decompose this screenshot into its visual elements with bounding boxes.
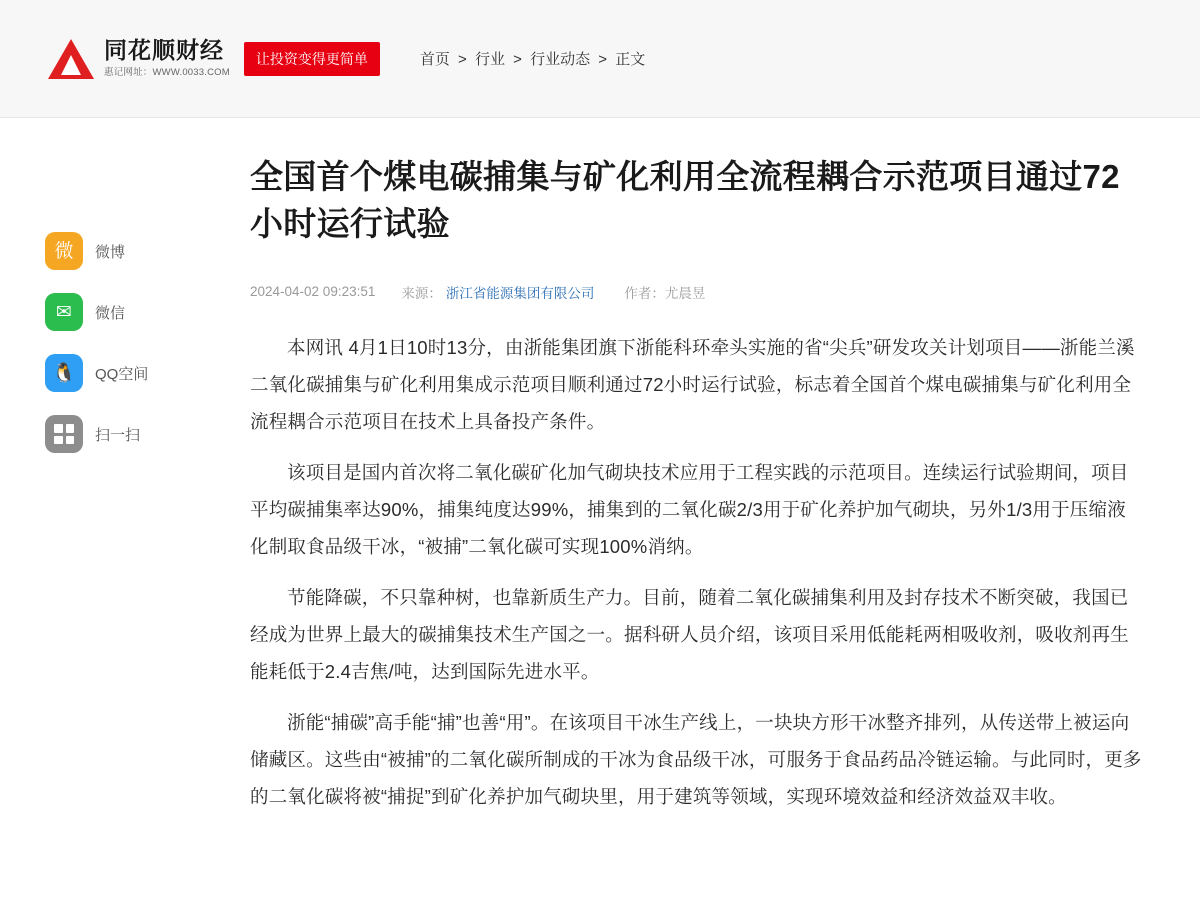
qq-glyph: 🐧 bbox=[52, 362, 76, 384]
breadcrumb-item-home[interactable]: 首页 bbox=[419, 51, 450, 68]
source-link[interactable]: 浙江省能源集团有限公司 bbox=[445, 285, 595, 301]
source-label: 来源： bbox=[401, 285, 442, 301]
share-scan[interactable] bbox=[45, 415, 250, 453]
qq-icon bbox=[45, 354, 83, 392]
qrcode-glyph bbox=[54, 424, 74, 444]
breadcrumb-item-industry-news[interactable]: 行业动态 bbox=[530, 51, 591, 68]
breadcrumb-separator: > bbox=[598, 51, 608, 68]
breadcrumb bbox=[420, 48, 645, 69]
logo-subtitle: 惠记网址：WWW.0033.COM bbox=[104, 67, 230, 79]
site-header bbox=[0, 0, 1200, 118]
weibo-glyph: 微 bbox=[54, 240, 74, 262]
share-sidebar bbox=[0, 154, 250, 829]
wechat-icon bbox=[45, 293, 83, 331]
page-body bbox=[0, 118, 1200, 829]
article-paragraph: 该项目是国内首次将二氧化碳矿化加气砌块技术应用于工程实践的示范项目。连续运行试验期间，项目平均碳捕集率达90%，捕集纯度达99%，捕集到的二氧化碳2/3用于矿化养护加气砌块，另外1/3用于压缩液化制取食品级干冰，“被捕”二氧化碳可实现100%消纳。 bbox=[250, 461, 1129, 557]
wechat-glyph: ✉ bbox=[56, 301, 72, 323]
article bbox=[250, 154, 1170, 829]
publish-date: 2024-04-02 09:23:51 bbox=[250, 284, 376, 300]
share-weibo[interactable] bbox=[45, 232, 250, 270]
author-label: 作者： bbox=[624, 285, 665, 301]
share-weibo-label: 微博 bbox=[95, 243, 126, 261]
author-name: 尤晨昱 bbox=[664, 285, 706, 301]
site-slogan: 让投资变得更简单 bbox=[244, 42, 380, 76]
share-wechat[interactable] bbox=[45, 293, 250, 331]
share-wechat-label: 微信 bbox=[95, 304, 126, 322]
breadcrumb-item-industry[interactable]: 行业 bbox=[474, 51, 505, 68]
article-meta bbox=[250, 282, 1144, 329]
qrcode-icon bbox=[45, 415, 83, 453]
share-scan-label: 扫一扫 bbox=[95, 426, 141, 444]
breadcrumb-item-current: 正文 bbox=[615, 51, 646, 68]
site-logo[interactable] bbox=[48, 37, 230, 81]
article-body bbox=[250, 329, 1144, 815]
breadcrumb-separator: > bbox=[513, 51, 522, 68]
breadcrumb-separator: > bbox=[458, 51, 467, 68]
article-paragraph: 浙能“捕碳”高手能“捕”也善“用”。在该项目干冰生产线上，一块块方形干冰整齐排列，从传送带上被运向储藏区。这些由“被捕”的二氧化碳所制成的干冰为食品级干冰，可服务于食品药品冷链运输。与此同时，更多的二氧化碳将被“捕捉”到矿化养护加气砌块里，用于建筑等领域，实现环境效益和经济效益双丰收。 bbox=[250, 711, 1142, 807]
article-paragraph: 本网讯 4月1日10时13分，由浙能集团旗下浙能科环牵头实施的省“尖兵”研发攻关计划项目——浙能兰溪二氧化碳捕集与矿化利用集成示范项目顺利通过72小时运行试验，标志着全国首个煤电碳捕集与矿化利用全流程耦合示范项目在技术上具备投产条件。 bbox=[250, 336, 1135, 432]
logo-text bbox=[104, 39, 230, 78]
weibo-icon bbox=[45, 232, 83, 270]
article-paragraph: 节能降碳，不只靠种树，也靠新质生产力。目前，随着二氧化碳捕集利用及封存技术不断突破，我国已经成为世界上最大的碳捕集技术生产国之一。据科研人员介绍，该项目采用低能耗两相吸收剂，吸收剂再生能耗低于2.4吉焦/吨，达到国际先进水平。 bbox=[250, 586, 1129, 682]
logo-title: 同花顺财经 bbox=[104, 37, 224, 64]
share-qzone[interactable] bbox=[45, 354, 250, 392]
logo-mark-icon bbox=[48, 37, 94, 81]
share-qzone-label: QQ空间 bbox=[95, 365, 149, 383]
page-title: 全国首个煤电碳捕集与矿化利用全流程耦合示范项目通过72小时运行试验 bbox=[250, 158, 1120, 242]
